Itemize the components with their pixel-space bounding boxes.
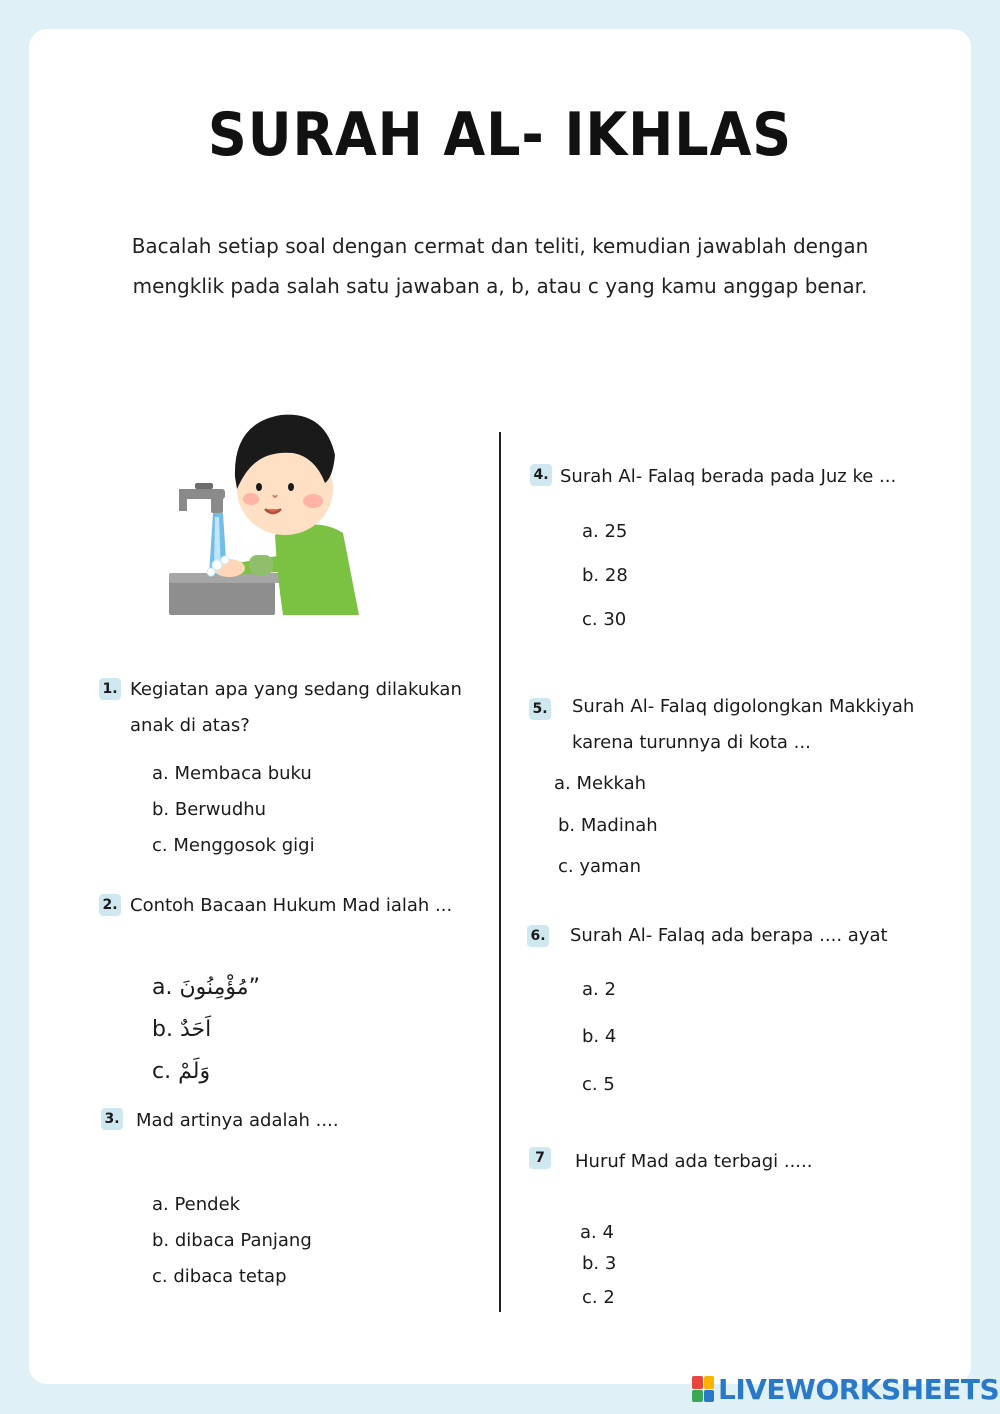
question-2-number: 2. (99, 894, 121, 916)
question-4-number: 4. (530, 464, 552, 486)
question-7-option-a[interactable]: a. 4 (580, 1222, 614, 1243)
question-7-number: 7 (529, 1147, 551, 1169)
question-4-option-a[interactable]: a. 25 (582, 521, 628, 542)
question-1-option-c[interactable]: c. Menggosok gigi (152, 835, 315, 856)
question-2-option-b[interactable]: b. اَحَدٌ (152, 1017, 212, 1042)
question-1-option-b[interactable]: b. Berwudhu (152, 799, 267, 820)
question-4-text: Surah Al- Falaq berada pada Juz ke ... (560, 466, 897, 487)
question-6-option-c[interactable]: c. 5 (582, 1074, 615, 1095)
question-7-text: Huruf Mad ada terbagi ..... (575, 1151, 813, 1172)
question-3-option-c[interactable]: c. dibaca tetap (152, 1266, 287, 1287)
question-7-option-b[interactable]: b. 3 (582, 1253, 617, 1274)
question-4-option-b[interactable]: b. 28 (582, 565, 628, 586)
instructions (100, 226, 900, 306)
question-2-option-a[interactable]: a. مُؤْمِنُونَ” (152, 975, 260, 1000)
logo-mark-icon (692, 1376, 714, 1402)
question-2-text: Contoh Bacaan Hukum Mad ialah ... (130, 895, 453, 916)
question-5-text: Surah Al- Falaq digolongkan Makkiyah (572, 696, 915, 717)
question-1-number: 1. (99, 678, 121, 700)
question-3-option-b[interactable]: b. dibaca Panjang (152, 1230, 312, 1251)
page-title: SURAH AL- IKHLAS (207, 100, 793, 170)
logo-text: LIVEWORKSHEETS (718, 1372, 1000, 1406)
question-5-number: 5. (529, 698, 551, 720)
question-5-text-cont: karena turunnya di kota ... (572, 732, 811, 753)
boy-washing-hands-illustration (165, 405, 365, 620)
question-5-option-b[interactable]: b. Madinah (558, 815, 658, 836)
question-2-option-c[interactable]: c. وَلَمْ (152, 1059, 211, 1084)
question-4-option-c[interactable]: c. 30 (582, 609, 627, 630)
question-3-text: Mad artinya adalah .... (136, 1110, 339, 1131)
question-6-option-b[interactable]: b. 4 (582, 1026, 617, 1047)
question-3-number: 3. (101, 1108, 123, 1130)
column-divider (499, 432, 501, 1312)
question-1-option-a[interactable]: a. Membaca buku (152, 763, 312, 784)
instructions-line-1: Bacalah setiap soal dengan cermat dan teliti, kemudian jawablah dengan (131, 234, 869, 258)
instructions-line-2: mengklik pada salah satu jawaban a, b, atau c yang kamu anggap benar. (132, 274, 868, 298)
question-3-option-a[interactable]: a. Pendek (152, 1194, 241, 1215)
question-1-text: Kegiatan apa yang sedang dilakukan (130, 679, 462, 700)
question-5-option-a[interactable]: a. Mekkah (554, 773, 647, 794)
question-5-option-c[interactable]: c. yaman (558, 856, 641, 877)
question-1-text-cont: anak di atas? (130, 715, 250, 736)
question-7-option-c[interactable]: c. 2 (582, 1287, 615, 1308)
question-6-text: Surah Al- Falaq ada berapa .... ayat (570, 925, 888, 946)
question-6-number: 6. (527, 925, 549, 947)
liveworksheets-logo[interactable] (692, 1370, 999, 1408)
question-6-option-a[interactable]: a. 2 (582, 979, 616, 1000)
